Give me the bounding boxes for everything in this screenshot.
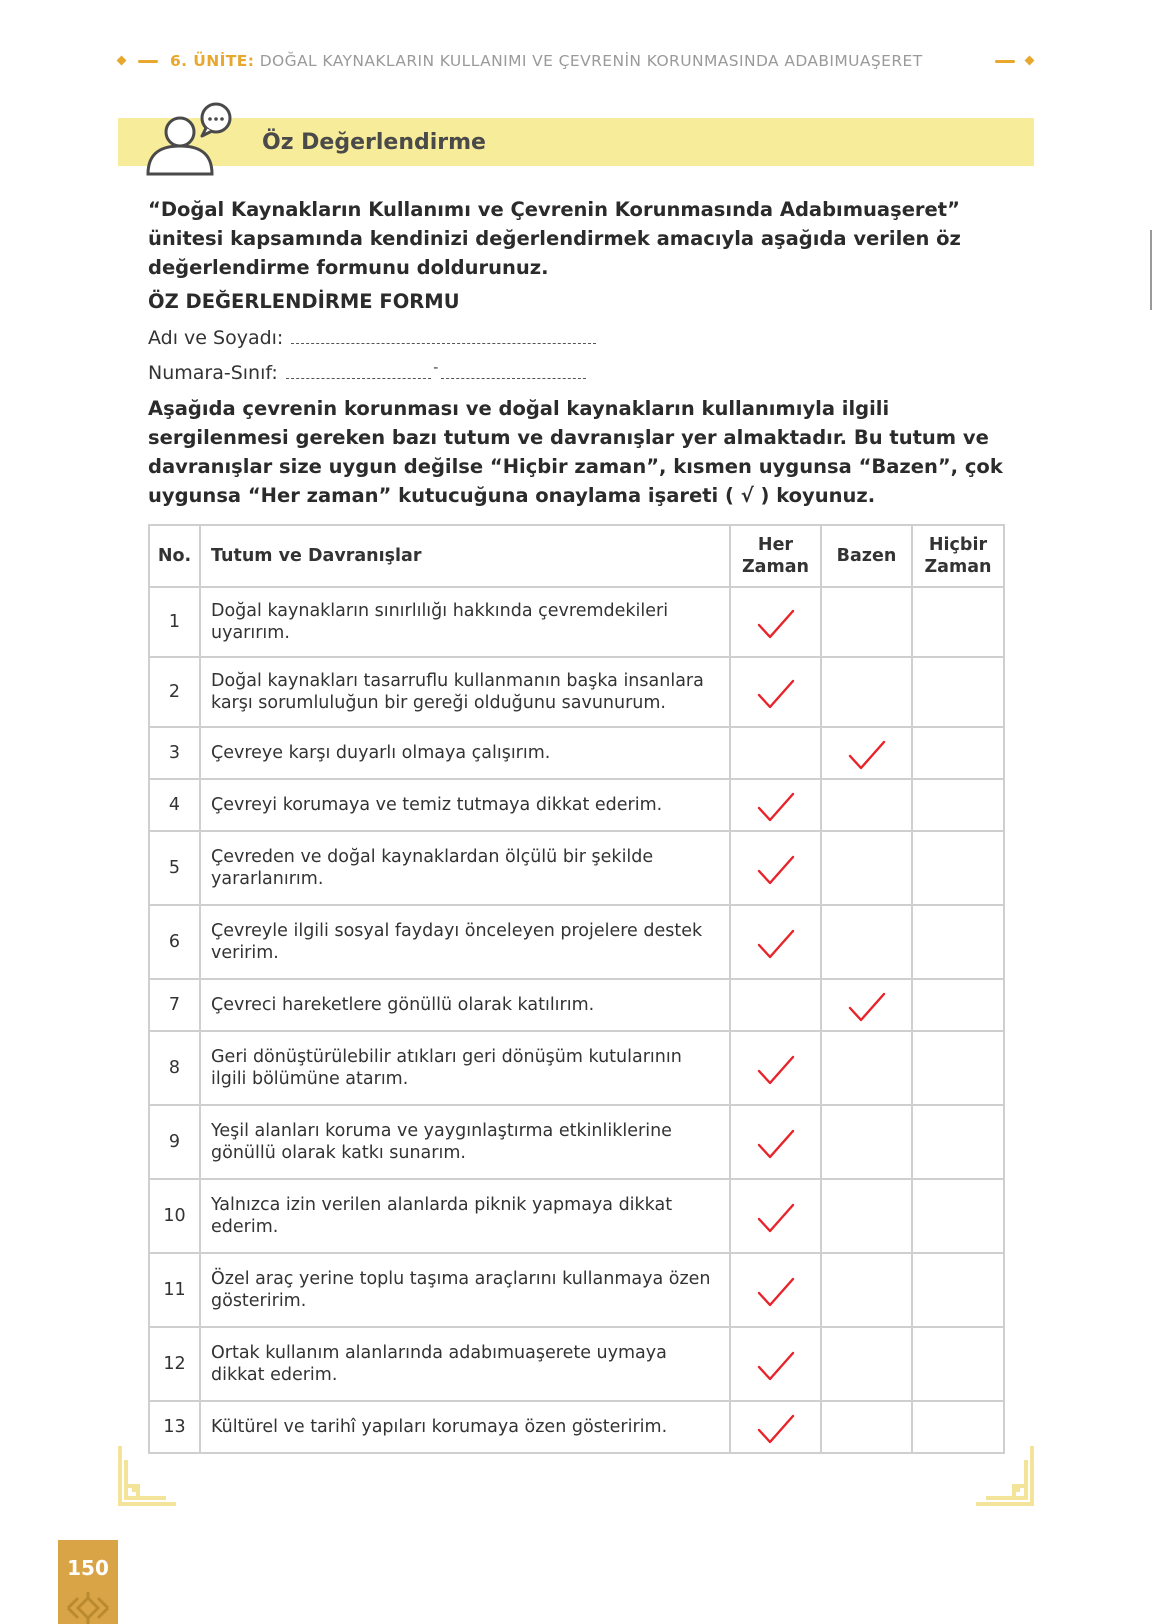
check-mark-icon [756,1276,796,1310]
checkbox-cell-never[interactable] [912,1179,1004,1253]
running-header-text [170,52,923,70]
checkbox-cell-never[interactable] [912,905,1004,979]
checkbox-cell-sometimes[interactable] [821,1031,912,1105]
check-mark-icon [756,608,796,642]
checkbox-cell-never[interactable] [912,587,1004,657]
unit-label: 6. ÜNİTE: [170,52,255,70]
check-mark-icon [847,991,887,1025]
checkbox-cell-never[interactable] [912,831,1004,905]
intro-paragraph: “Doğal Kaynakların Kullanımı ve Çevrenin Korunmasında Adabımuaşeret” ünitesi kapsamında kendinizi değerlendirmek amacıyla aşağıda verilen öz değerlendirme formunu doldurunuz. [148,198,961,279]
checkbox-cell-always[interactable] [730,831,821,905]
checkbox-cell-sometimes[interactable] [821,1327,912,1401]
row-number: 1 [149,587,200,657]
self-assessment-table [148,524,1005,1454]
row-behavior-text: Geri dönüştürülebilir atıkları geri dönüşüm kutularının ilgili bölümüne atarım. [200,1031,730,1105]
checkbox-cell-never[interactable] [912,1253,1004,1327]
name-field [148,327,596,349]
checkbox-cell-sometimes[interactable] [821,1401,912,1453]
checkbox-cell-sometimes[interactable] [821,587,912,657]
row-behavior-text: Çevreyle ilgili sosyal faydayı önceleyen projelere destek veririm. [200,905,730,979]
running-header [118,50,1038,74]
check-mark-icon [756,1128,796,1162]
form-title: ÖZ DEĞERLENDİRME FORMU [148,290,460,313]
row-behavior-text: Kültürel ve tarihî yapıları korumaya özen gösteririm. [200,1401,730,1453]
header-always: Her Zaman [730,525,821,587]
checkbox-cell-never[interactable] [912,657,1004,727]
person-speech-bubble-icon [144,100,236,178]
checkbox-cell-always[interactable] [730,1253,821,1327]
table-header-row [149,525,1004,587]
row-behavior-text: Özel araç yerine toplu taşıma araçlarını kullanmaya özen gösteririm. [200,1253,730,1327]
header-sometimes: Bazen [821,525,912,587]
row-number: 5 [149,831,200,905]
class-blank-line[interactable] [441,377,586,379]
table-row [149,831,1004,905]
corner-ornament-left [116,1446,180,1508]
checkbox-cell-sometimes[interactable] [821,727,912,779]
row-behavior-text: Doğal kaynakların sınırlılığı hakkında çevremdekileri uyarırım. [200,587,730,657]
row-number: 4 [149,779,200,831]
row-number: 2 [149,657,200,727]
check-mark-icon [756,678,796,712]
section-title: Öz Değerlendirme [262,130,486,155]
checkbox-cell-always[interactable] [730,1401,821,1453]
row-number: 6 [149,905,200,979]
corner-ornament-right [972,1446,1036,1508]
table-row [149,779,1004,831]
diamond-ornament-icon [1025,56,1035,66]
unit-title: DOĞAL KAYNAKLARIN KULLANIMI VE ÇEVRENİN KORUNMASINDA ADABIMUAŞERET [259,52,923,70]
geometric-pattern-icon [64,1592,112,1624]
dash-ornament [995,60,1015,63]
row-number: 7 [149,979,200,1031]
row-number: 9 [149,1105,200,1179]
row-behavior-text: Yalnızca izin verilen alanlarda piknik yapmaya dikkat ederim. [200,1179,730,1253]
row-number: 8 [149,1031,200,1105]
checkbox-cell-never[interactable] [912,979,1004,1031]
separator: - [433,360,439,376]
row-behavior-text: Çevreden ve doğal kaynaklardan ölçülü bir şekilde yararlanırım. [200,831,730,905]
row-number: 13 [149,1401,200,1453]
header-behavior: Tutum ve Davranışlar [200,525,730,587]
table-row [149,905,1004,979]
table-row [149,1179,1004,1253]
number-blank-line[interactable] [286,377,431,379]
checkbox-cell-never[interactable] [912,1031,1004,1105]
checkbox-cell-always[interactable] [730,979,821,1031]
name-blank-line[interactable] [291,342,596,344]
instruction-paragraph: Aşağıda çevrenin korunması ve doğal kaynakların kullanımıyla ilgili sergilenmesi gereken bazı tutum ve davranışlar yer almaktadır. Bu tutum ve davranışlar size uygun değilse “Hiçbir zaman”, kısmen uygunsa “Bazen”, çok uygunsa “Her zaman” kutucuğuna onaylama işareti ( √ ) koyunuz. [148,397,1003,507]
header-no: No. [149,525,200,587]
check-mark-icon [756,1350,796,1384]
checkbox-cell-never[interactable] [912,727,1004,779]
table-row [149,1327,1004,1401]
check-mark-icon [756,1413,796,1447]
checkbox-cell-never[interactable] [912,1327,1004,1401]
checkbox-cell-always[interactable] [730,587,821,657]
number-class-label: Numara-Sınıf: [148,362,278,384]
checkbox-cell-always[interactable] [730,779,821,831]
row-number: 12 [149,1327,200,1401]
row-number: 3 [149,727,200,779]
check-mark-icon [756,928,796,962]
check-mark-icon [756,854,796,888]
checkbox-cell-sometimes[interactable] [821,905,912,979]
checkbox-cell-sometimes[interactable] [821,979,912,1031]
check-mark-icon [756,791,796,825]
checkbox-cell-always[interactable] [730,1105,821,1179]
table-row [149,1253,1004,1327]
checkbox-cell-always[interactable] [730,1327,821,1401]
section-banner [118,118,1034,166]
row-number: 10 [149,1179,200,1253]
checkbox-cell-sometimes[interactable] [821,657,912,727]
table-row [149,657,1004,727]
checkbox-cell-sometimes[interactable] [821,1105,912,1179]
checkbox-cell-sometimes[interactable] [821,1253,912,1327]
check-mark-icon [756,1054,796,1088]
checkbox-cell-always[interactable] [730,657,821,727]
checkbox-cell-always[interactable] [730,1179,821,1253]
table-row [149,727,1004,779]
checkbox-cell-always[interactable] [730,727,821,779]
row-behavior-text: Yeşil alanları koruma ve yaygınlaştırma etkinliklerine gönüllü olarak katkı sunarım. [200,1105,730,1179]
row-behavior-text: Çevreye karşı duyarlı olmaya çalışırım. [200,727,730,779]
page-number-tab [58,1540,118,1624]
check-mark-icon [847,739,887,773]
row-behavior-text: Doğal kaynakları tasarruflu kullanmanın başka insanlara karşı sorumluluğun bir gereği olduğunu savunurum. [200,657,730,727]
checkbox-cell-sometimes[interactable] [821,1179,912,1253]
table-row [149,979,1004,1031]
header-never: Hiçbir Zaman [912,525,1004,587]
row-number: 11 [149,1253,200,1327]
diamond-ornament-icon [117,56,127,66]
name-label: Adı ve Soyadı: [148,327,284,349]
row-behavior-text: Çevreyi korumaya ve temiz tutmaya dikkat ederim. [200,779,730,831]
number-class-field [148,362,586,384]
checkbox-cell-sometimes[interactable] [821,779,912,831]
checkbox-cell-never[interactable] [912,779,1004,831]
checkbox-cell-always[interactable] [730,905,821,979]
table-row [149,1105,1004,1179]
row-behavior-text: Çevreci hareketlere gönüllü olarak katılırım. [200,979,730,1031]
row-behavior-text: Ortak kullanım alanlarında adabımuaşerete uymaya dikkat ederim. [200,1327,730,1401]
checkbox-cell-always[interactable] [730,1031,821,1105]
checkbox-cell-sometimes[interactable] [821,831,912,905]
table-row [149,1031,1004,1105]
table-row [149,1401,1004,1453]
dash-ornament [138,60,158,63]
check-mark-icon [756,1202,796,1236]
table-row [149,587,1004,657]
page-number: 150 [67,1556,109,1580]
checkbox-cell-never[interactable] [912,1105,1004,1179]
